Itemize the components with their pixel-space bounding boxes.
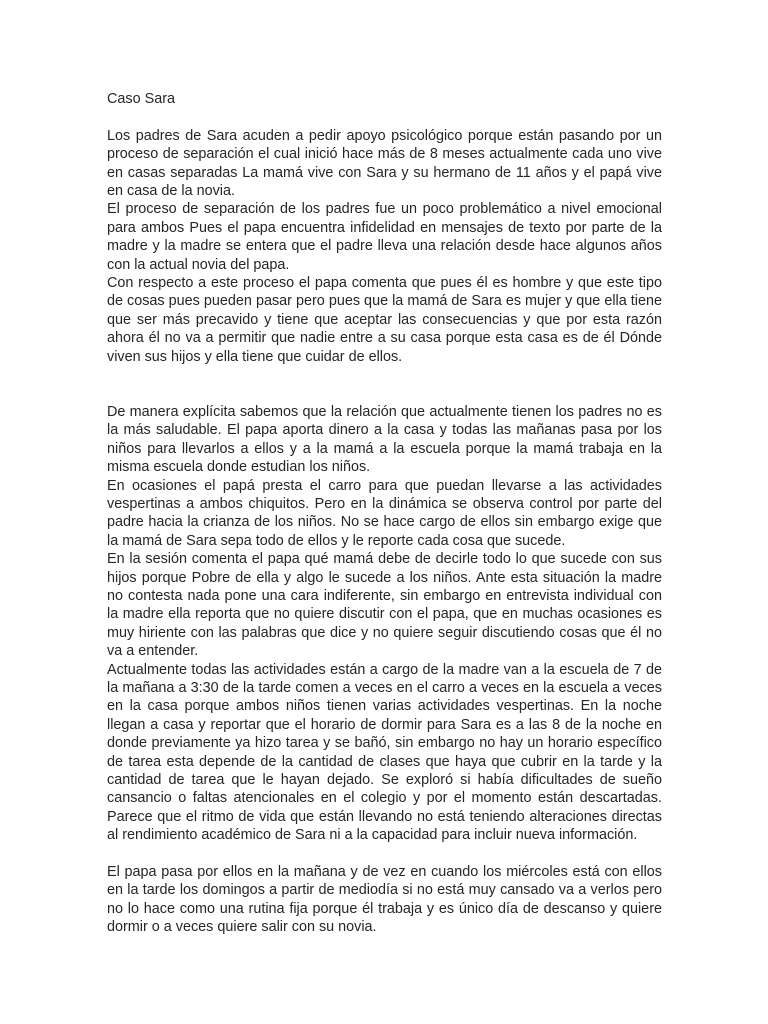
paragraph-7: Actualmente todas las actividades están a cargo de la madre van a la escuela de 7 de la mañana a 3:30 de la tarde comen a veces en el carro a veces en la escuela a veces en la casa porque ambos niños tienen varias actividades vespertinas. En la noche llegan a casa y reportar que el horario de dormir para Sara es a las 8 de la noche en donde previamente ya hizo tarea y se bañó, sin embargo no hay un horario específico de tarea esta depende de la cantidad de clases que haya que cubrir en la tarde y la cantidad de tarea que le hayan dejado. Se exploró si había dificultades de sueño cansancio o faltas atencionales en el colegio y por el momento están descartadas. Parece que el ritmo de vida que están llevando no está teniendo alteraciones directas al rendimiento académico de Sara ni a la capacidad para incluir nueva información. <box>107 661 662 844</box>
paragraph-6: En la sesión comenta el papa qué mamá debe de decirle todo lo que sucede con sus hijos porque Pobre de ella y algo le sucede a los niños. Ante esta situación la madre no contesta nada pone una cara indiferente, sin embargo en entrevista individual con la madre ella reporta que no quiere discutir con el papa, que en muchas ocasiones es muy hiriente con las palabras que dice y no quiere seguir discutiendo cosas que él no va a entender. <box>107 551 662 660</box>
paragraph-4: De manera explícita sabemos que la relación que actualmente tienen los padres no es la más saludable. El papa aporta dinero a la casa y todas las mañanas pasa por los niños para llevarlos a ellos y a la mamá a la escuela porque la mamá trabaja en la misma escuela donde estudian los niños. <box>107 403 662 476</box>
paragraph-5: En ocasiones el papá presta el carro para que puedan llevarse a las actividades vespertinas a ambos chiquitos. Pero en la dinámica se observa control por parte del padre hacia la crianza de los niños. No se hace cargo de ellos sin embargo exige que la mamá de Sara sepa todo de ellos y le reporte cada cosa que sucede. <box>107 477 662 549</box>
paragraph-1: Los padres de Sara acuden a pedir apoyo psicológico porque están pasando por un proceso de separación el cual inició hace más de 8 meses actualmente cada uno vive en casas separadas La mamá vive con Sara y su hermano de 11 años y el papá vive en casa de la novia. <box>107 127 662 200</box>
paragraph-3: Con respecto a este proceso el papa comenta que pues él es hombre y que este tipo de cosas pues pueden pasar pero pues que la mamá de Sara es mujer y que ella tiene que ser más precavido y tiene que aceptar las consecuencias y que por esta razón ahora él no va a permitir que nadie entre a su casa porque esta casa es de él Dónde viven sus hijos y ella tiene que cuidar de ellos. <box>107 275 662 365</box>
document-body <box>107 90 662 937</box>
document-title: Caso Sara <box>107 91 175 107</box>
section-spacer <box>107 366 662 403</box>
paragraph-2: El proceso de separación de los padres fue un poco problemático a nivel emocional para ambos Pues el papa encuentra infidelidad en mensajes de texto por parte de la madre y la madre se entera que el padre lleva una relación desde hace algunos años con la actual novia del papa. <box>107 201 662 273</box>
paragraph-8: El papa pasa por ellos en la mañana y de vez en cuando los miércoles está con ellos en la tarde los domingos a partir de mediodía si no está muy cansado va a verlos pero no lo hace como una rutina fija porque él trabaja y es único día de descanso y quiere dormir o a veces quiere salir con su novia. <box>107 864 662 936</box>
paragraph-spacer <box>107 845 662 863</box>
